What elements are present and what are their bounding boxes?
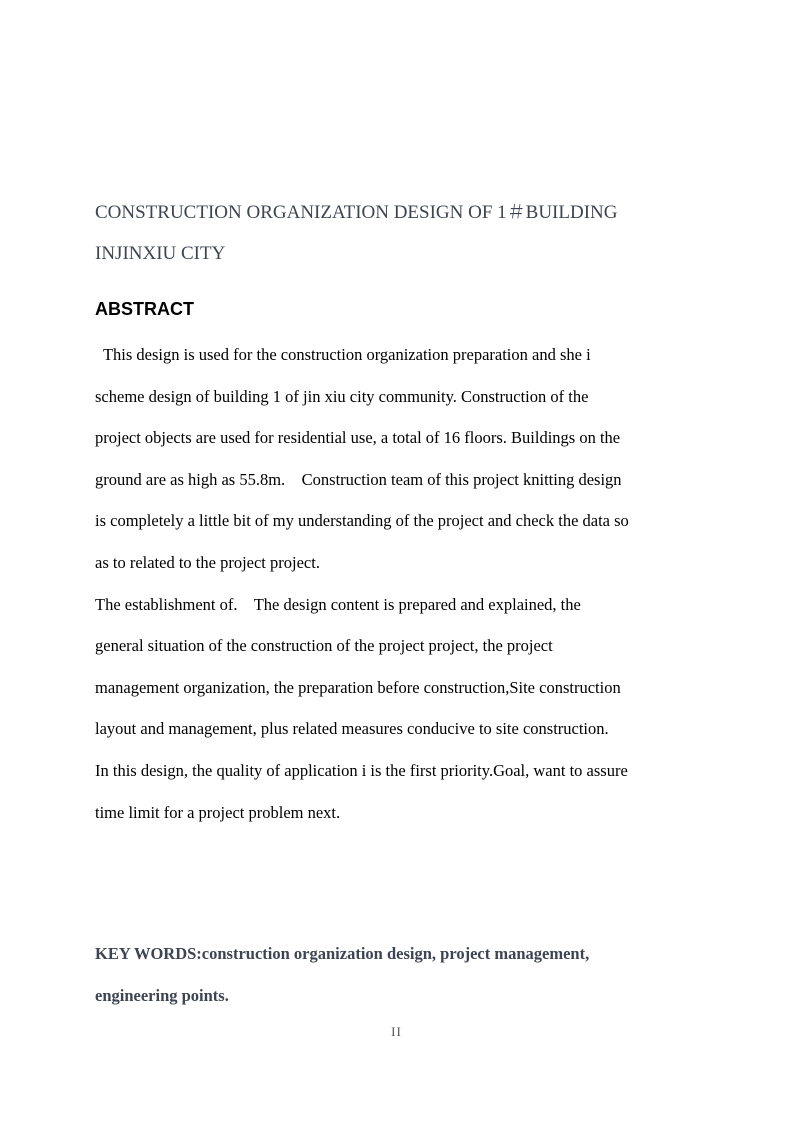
keywords-line-2: engineering points. [95,986,229,1005]
abstract-line: project objects are used for residential use, a total of 16 floors. Buildings on the [95,428,621,448]
title-line-1: CONSTRUCTION ORGANIZATION DESIGN OF 1＃BUILDING [95,202,618,223]
abstract-line: This design is used for the construction organization preparation and she i [95,345,591,364]
abstract-line: scheme design of building 1 of jin xiu city community. Construction of the [95,386,589,406]
abstract-line: In this design, the quality of application i is the first priority.Goal, want to assure [95,760,628,780]
abstract-heading: ABSTRACT [95,299,194,319]
abstract-line: time limit for a project problem next. [95,802,341,822]
abstract-line: ground are as high as 55.8m. Construction team of this project knitting design [95,469,622,489]
abstract-line: as to related to the project project. [95,552,320,572]
abstract-line: The establishment of. The design content is prepared and explained, the [95,594,581,614]
abstract-line: layout and management, plus related measures conducive to site construction. [95,719,609,739]
keywords [95,933,715,1017]
abstract-line: is completely a little bit of my understanding of the project and check the data so [95,511,629,531]
abstract-body [95,334,715,833]
document-title [95,192,735,274]
page-number: II [391,1024,402,1039]
title-line-2: INJINXIU CITY [95,243,226,264]
abstract-line: general situation of the construction of the project project, the project [95,636,553,656]
abstract-line: management organization, the preparation before construction,Site construction [95,677,621,697]
keywords-line-1: KEY WORDS:construction organization design, project management, [95,944,590,963]
